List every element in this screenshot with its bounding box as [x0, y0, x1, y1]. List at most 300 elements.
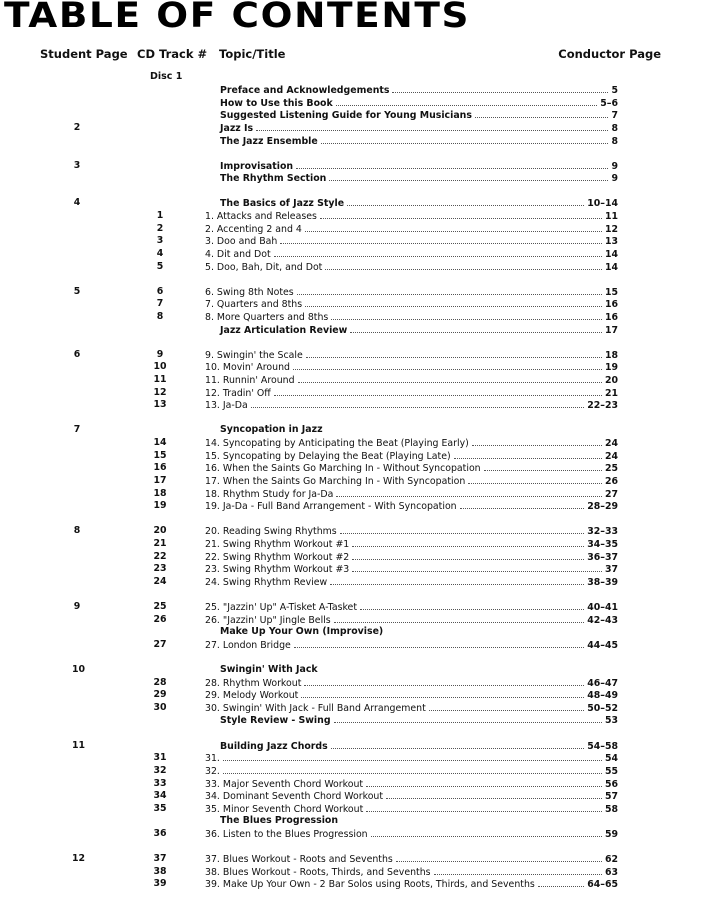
topic-title: 13. Ja-Da [205, 400, 248, 412]
cd-track-number: 39 [153, 878, 167, 890]
toc-entry-line [205, 349, 618, 363]
dot-leader [360, 601, 584, 610]
toc-entry [0, 298, 708, 311]
topic-title: Building Jazz Chords [220, 740, 328, 752]
toc-entry-line [205, 689, 618, 703]
toc-entry [0, 803, 708, 816]
conductor-page-number: 64–65 [587, 879, 618, 891]
disc-label: Disc 1 [150, 71, 183, 82]
student-page-number: 2 [73, 121, 81, 133]
dot-leader [352, 538, 584, 547]
conductor-page-number: 9 [611, 160, 618, 172]
dot-leader [304, 677, 584, 686]
cd-track-number: 13 [153, 399, 167, 411]
toc-entry [0, 614, 708, 627]
topic-title: 38. Blues Workout - Roots, Thirds, and Sevenths [205, 866, 431, 878]
toc-entry [0, 248, 708, 261]
conductor-page-number: 56 [604, 778, 618, 790]
conductor-page-number: 57 [604, 791, 618, 803]
topic-title: 11. Runnin' Around [205, 375, 295, 386]
topic-title: 19. Ja-Da - Full Band Arrangement - With Syncopation [205, 501, 457, 513]
conductor-page-number: 22–23 [587, 400, 618, 412]
conductor-page-number: 12 [604, 223, 618, 235]
toc-entry-line [205, 538, 618, 552]
dot-leader [297, 286, 602, 295]
toc-entry [0, 563, 708, 576]
conductor-page-number: 59 [604, 829, 618, 840]
cd-track-number: 35 [153, 802, 167, 814]
topic-title: 10. Movin' Around [205, 362, 290, 374]
student-page-number: 9 [73, 600, 81, 612]
cd-track-number: 30 [153, 701, 167, 713]
conductor-page-number: 38–39 [587, 576, 618, 588]
conductor-page-number: 18 [604, 349, 618, 361]
toc-entry-line [205, 210, 618, 224]
conductor-page-number: 20 [604, 375, 618, 386]
dot-leader [331, 740, 584, 749]
toc-entry [0, 235, 708, 248]
cd-track-number: 34 [153, 790, 167, 802]
conductor-page-number: 58 [604, 803, 618, 815]
cd-track-number: 32 [153, 764, 167, 776]
conductor-page-number: 14 [604, 261, 618, 273]
dot-leader [306, 349, 602, 358]
dot-leader [301, 689, 584, 698]
topic-title: 27. London Bridge [205, 639, 291, 651]
cd-track-number: 33 [153, 777, 167, 789]
toc-entry-line [205, 361, 618, 375]
toc-entry-line [220, 97, 618, 111]
toc-entry-line [205, 500, 618, 514]
toc-entry-line [220, 84, 618, 98]
topic-title: 8. More Quarters and 8ths [205, 312, 329, 323]
toc-entry [0, 261, 708, 274]
topic-title: 6. Swing 8th Notes [205, 286, 294, 298]
toc-entry [0, 172, 708, 185]
topic-title: 5. Doo, Bah, Dit, and Dot [205, 261, 323, 273]
conductor-page-number: 50–52 [587, 702, 618, 714]
toc-entry-line [220, 109, 618, 123]
toc-entry [0, 109, 708, 122]
conductor-page-number: 55 [604, 765, 618, 777]
conductor-page-number: 44–45 [587, 639, 618, 651]
dot-leader [280, 235, 602, 244]
topic-title: 26. "Jazzin' Up" Jingle Bells [205, 614, 331, 626]
topic-title: Suggested Listening Guide for Young Musicians [220, 110, 472, 122]
student-page-number: 8 [73, 525, 81, 537]
dot-leader [330, 576, 584, 585]
toc-entry [0, 689, 708, 702]
toc-entry [0, 538, 708, 551]
conductor-page-number: 14 [604, 248, 618, 260]
conductor-page-number: 17 [604, 324, 618, 336]
toc-entry [0, 197, 708, 210]
toc-entry [0, 639, 708, 652]
topic-title: Jazz Is [220, 122, 254, 134]
column-header-student-page: Student Page [40, 47, 128, 61]
toc-entry [0, 828, 708, 841]
cd-track-number: 6 [156, 285, 164, 297]
topic-title: Jazz Articulation Review [220, 324, 348, 336]
toc-entry-line [205, 551, 618, 565]
toc-entry-line [205, 639, 618, 653]
topic-title: 21. Swing Rhythm Workout #1 [205, 538, 350, 550]
topic-title: 30. Swingin' With Jack - Full Band Arrangement [205, 702, 426, 714]
conductor-page-number: 32–33 [587, 526, 618, 538]
conductor-page-number: 5–6 [600, 97, 618, 109]
conductor-page-number: 25 [604, 463, 618, 475]
cd-track-number: 9 [156, 348, 164, 360]
toc-entry [0, 361, 708, 374]
cd-track-number: 1 [156, 210, 164, 222]
dot-leader [305, 298, 602, 307]
student-page-number: 6 [73, 348, 81, 360]
topic-title: Syncopation in Jazz [220, 424, 323, 436]
toc-entry [0, 311, 708, 324]
dot-leader [472, 437, 602, 446]
conductor-page-number: 37 [604, 564, 618, 576]
topic-title: 34. Dominant Seventh Chord Workout [205, 791, 384, 803]
cd-track-number: 23 [153, 563, 167, 575]
toc-entry [0, 135, 708, 148]
toc-entry [0, 702, 708, 715]
cd-track-number: 7 [156, 298, 164, 310]
conductor-page-number: 19 [604, 362, 618, 374]
topic-title: The Rhythm Section [220, 173, 327, 185]
dot-leader [331, 311, 602, 320]
toc-entry-line [205, 677, 618, 691]
column-header-cd-track: CD Track # [137, 47, 208, 61]
dot-leader [223, 752, 602, 761]
toc-entry [0, 324, 708, 337]
dot-leader [336, 488, 602, 497]
toc-entry [0, 815, 708, 828]
conductor-page-number: 40–41 [587, 601, 618, 613]
cd-track-number: 25 [153, 600, 167, 612]
conductor-page-number: 63 [604, 866, 618, 878]
topic-title: 4. Dit and Dot [205, 248, 271, 260]
topic-title: 7. Quarters and 8ths [205, 299, 303, 311]
topic-title: 32. [205, 765, 220, 777]
toc-entry-line [220, 815, 618, 828]
conductor-page-number: 36–37 [587, 551, 618, 563]
toc-entry [0, 601, 708, 614]
toc-entry [0, 664, 708, 677]
toc-entry-line [205, 790, 618, 804]
topic-title: 35. Minor Seventh Chord Workout [205, 803, 364, 815]
toc-entry-line [205, 563, 618, 577]
page-title: TABLE OF CONTENTS [4, 0, 471, 36]
toc-entry-line [220, 135, 618, 149]
topic-title: 37. Blues Workout - Roots and Sevenths [205, 854, 393, 866]
dot-leader [429, 702, 584, 711]
topic-title: How to Use this Book [220, 97, 333, 109]
toc-entry [0, 437, 708, 450]
topic-title: 14. Syncopating by Anticipating the Beat (Playing Early) [205, 438, 469, 449]
toc-entry [0, 424, 708, 437]
conductor-page-number: 9 [611, 173, 618, 185]
topic-title: 39. Make Up Your Own - 2 Bar Solos using Roots, Thirds, and Sevenths [205, 879, 535, 891]
column-header-topic: Topic/Title [219, 47, 286, 61]
dot-leader [454, 450, 602, 459]
conductor-page-number: 7 [611, 110, 618, 122]
dot-leader [274, 387, 602, 396]
toc-entry [0, 286, 708, 299]
topic-title: 23. Swing Rhythm Workout #3 [205, 564, 350, 576]
conductor-page-number: 16 [604, 312, 618, 323]
topic-title: 2. Accenting 2 and 4 [205, 223, 302, 235]
dot-leader [305, 223, 602, 232]
student-page-number: 5 [73, 285, 81, 297]
toc-entry-line [220, 714, 618, 728]
cd-track-number: 28 [153, 676, 167, 688]
cd-track-number: 5 [156, 260, 164, 272]
topic-title: The Basics of Jazz Style [220, 198, 345, 210]
dot-leader [251, 399, 584, 408]
dot-leader [396, 853, 602, 862]
column-header-conductor-page: Conductor Page [558, 47, 661, 61]
toc-entry [0, 450, 708, 463]
cd-track-number: 18 [153, 487, 167, 499]
toc-entry-line [205, 450, 618, 464]
cd-track-number: 11 [153, 374, 167, 385]
dot-leader [296, 160, 608, 169]
dot-leader [298, 374, 602, 383]
toc-entry [0, 626, 708, 639]
dot-leader [334, 714, 602, 723]
dot-leader [460, 500, 585, 509]
toc-entry [0, 551, 708, 564]
toc-entry-line [205, 286, 618, 300]
dot-leader [366, 803, 602, 812]
conductor-page-number: 46–47 [587, 677, 618, 689]
conductor-page-number: 24 [604, 450, 618, 462]
cd-track-number: 14 [153, 437, 167, 448]
toc-entry-line [205, 399, 618, 413]
toc-entry [0, 740, 708, 753]
toc-entry-line [205, 765, 618, 779]
cd-track-number: 12 [153, 386, 167, 398]
toc-entry [0, 387, 708, 400]
dot-leader [293, 361, 602, 370]
topic-title: 3. Doo and Bah [205, 236, 278, 248]
conductor-page-number: 42–43 [587, 614, 618, 626]
conductor-page-number: 54 [604, 753, 618, 765]
toc-entry-line [205, 576, 618, 590]
topic-title: 28. Rhythm Workout [205, 677, 302, 689]
conductor-page-number: 54–58 [587, 740, 618, 752]
cd-track-number: 36 [153, 828, 167, 839]
topic-title: 18. Rhythm Study for Ja-Da [205, 488, 334, 500]
dot-leader [320, 210, 602, 219]
toc-entry-line [205, 614, 618, 628]
dot-leader [334, 614, 585, 623]
cd-track-number: 26 [153, 613, 167, 625]
cd-track-number: 29 [153, 689, 167, 701]
conductor-page-number: 21 [604, 387, 618, 399]
student-page-number: 7 [73, 424, 81, 436]
toc-entry-line [205, 223, 618, 237]
topic-title: Preface and Acknowledgements [220, 85, 390, 96]
toc-entry [0, 374, 708, 387]
toc-entry-line [205, 866, 618, 880]
toc-entry-line [220, 626, 618, 639]
cd-track-number: 27 [153, 638, 167, 650]
topic-title: Make Up Your Own (Improvise) [220, 626, 384, 638]
toc-entry-line [205, 525, 618, 539]
toc-entry [0, 122, 708, 135]
cd-track-number: 22 [153, 550, 167, 562]
toc-entry-line [220, 172, 618, 186]
dot-leader [223, 765, 602, 774]
dot-leader [336, 97, 598, 106]
cd-track-number: 24 [153, 575, 167, 587]
topic-title: 20. Reading Swing Rhythms [205, 526, 337, 538]
topic-title: 17. When the Saints Go Marching In - With Syncopation [205, 475, 466, 487]
conductor-page-number: 28–29 [587, 501, 618, 513]
toc-entry-line [205, 311, 618, 325]
student-page-number: 12 [72, 853, 86, 865]
toc-entry [0, 160, 708, 173]
topic-title: 31. [205, 753, 220, 765]
dot-leader [392, 84, 608, 93]
dot-leader [538, 878, 584, 887]
topic-title: The Blues Progression [220, 815, 339, 827]
cd-track-number: 8 [156, 311, 164, 322]
toc-entry-line [205, 374, 618, 388]
toc-entry [0, 752, 708, 765]
conductor-page-number: 16 [604, 299, 618, 311]
toc-entry-line [205, 437, 618, 451]
cd-track-number: 17 [153, 474, 167, 486]
conductor-page-number: 34–35 [587, 538, 618, 550]
toc-entry-line [205, 298, 618, 312]
topic-title: Swingin' With Jack [220, 664, 318, 675]
topic-title: 12. Tradin' Off [205, 387, 271, 399]
dot-leader [274, 248, 602, 257]
toc-entry-line [205, 235, 618, 249]
topic-title: 24. Swing Rhythm Review [205, 576, 328, 588]
conductor-page-number: 48–49 [587, 690, 618, 702]
conductor-page-number: 26 [604, 475, 618, 487]
toc-entry [0, 500, 708, 513]
conductor-page-number: 53 [604, 715, 618, 727]
toc-entry [0, 866, 708, 879]
dot-leader [294, 639, 584, 648]
conductor-page-number: 5 [611, 85, 618, 96]
cd-track-number: 15 [153, 449, 167, 461]
dot-leader [329, 172, 608, 181]
topic-title: 25. "Jazzin' Up" A-Tisket A-Tasket [205, 601, 358, 613]
toc-entry [0, 576, 708, 589]
topic-title: The Jazz Ensemble [220, 135, 318, 147]
conductor-page-number: 62 [604, 854, 618, 866]
toc-entry [0, 677, 708, 690]
dot-leader [352, 551, 584, 560]
toc-entry [0, 399, 708, 412]
toc-entry [0, 488, 708, 501]
toc-entry [0, 223, 708, 236]
toc-entry-line [205, 778, 618, 792]
toc-entry [0, 349, 708, 362]
student-page-number: 3 [73, 159, 81, 171]
cd-track-number: 31 [153, 752, 167, 764]
topic-title: Style Review - Swing [220, 715, 331, 727]
toc-entry [0, 853, 708, 866]
cd-track-number: 21 [153, 537, 167, 549]
toc-entry-line [205, 462, 618, 476]
toc-entry-line [205, 475, 618, 489]
toc-entry [0, 84, 708, 97]
cd-track-number: 3 [156, 235, 164, 247]
toc-entry-line [205, 752, 618, 766]
conductor-page-number: 8 [611, 135, 618, 147]
cd-track-number: 4 [156, 247, 164, 259]
toc-entry-line [205, 488, 618, 502]
conductor-page-number: 15 [604, 286, 618, 298]
toc-entry-line [205, 387, 618, 401]
toc-entry-line [220, 324, 618, 338]
toc-entry-line [205, 261, 618, 275]
student-page-number: 10 [72, 664, 86, 675]
conductor-page-number: 27 [604, 488, 618, 500]
dot-leader [321, 135, 609, 144]
toc-entry [0, 475, 708, 488]
toc-entry-line [220, 197, 618, 211]
dot-leader [256, 122, 608, 131]
topic-title: 36. Listen to the Blues Progression [205, 829, 368, 840]
toc-entry-line [220, 424, 618, 437]
toc-entry-line [205, 248, 618, 262]
student-page-number: 11 [72, 739, 86, 751]
toc-entry-line [205, 853, 618, 867]
conductor-page-number: 24 [604, 438, 618, 449]
toc-entry [0, 778, 708, 791]
toc-entry [0, 790, 708, 803]
topic-title: Improvisation [220, 160, 294, 172]
dot-leader [350, 324, 602, 333]
dot-leader [475, 109, 609, 118]
conductor-page-number: 13 [604, 236, 618, 248]
dot-leader [386, 790, 602, 799]
toc-entry [0, 714, 708, 727]
toc-entry [0, 765, 708, 778]
dot-leader [366, 778, 602, 787]
toc-entry-line [220, 122, 618, 136]
dot-leader [347, 197, 584, 206]
cd-track-number: 16 [153, 462, 167, 474]
topic-title: 22. Swing Rhythm Workout #2 [205, 551, 350, 563]
topic-title: 1. Attacks and Releases [205, 211, 317, 223]
toc-entry-line [205, 803, 618, 817]
topic-title: 33. Major Seventh Chord Workout [205, 778, 364, 790]
conductor-page-number: 11 [604, 211, 618, 223]
cd-track-number: 37 [153, 853, 167, 865]
toc-entry-line [220, 160, 618, 174]
dot-leader [340, 525, 585, 534]
dot-leader [352, 563, 602, 572]
toc-entry-line [220, 664, 618, 677]
student-page-number: 4 [73, 197, 81, 209]
topic-title: 16. When the Saints Go Marching In - Without Syncopation [205, 463, 481, 475]
toc-entry-line [220, 740, 618, 754]
topic-title: 15. Syncopating by Delaying the Beat (Playing Late) [205, 450, 451, 462]
toc-entry-line [205, 702, 618, 716]
cd-track-number: 20 [153, 525, 167, 537]
toc-entry [0, 462, 708, 475]
cd-track-number: 2 [156, 222, 164, 234]
dot-leader [468, 475, 602, 484]
